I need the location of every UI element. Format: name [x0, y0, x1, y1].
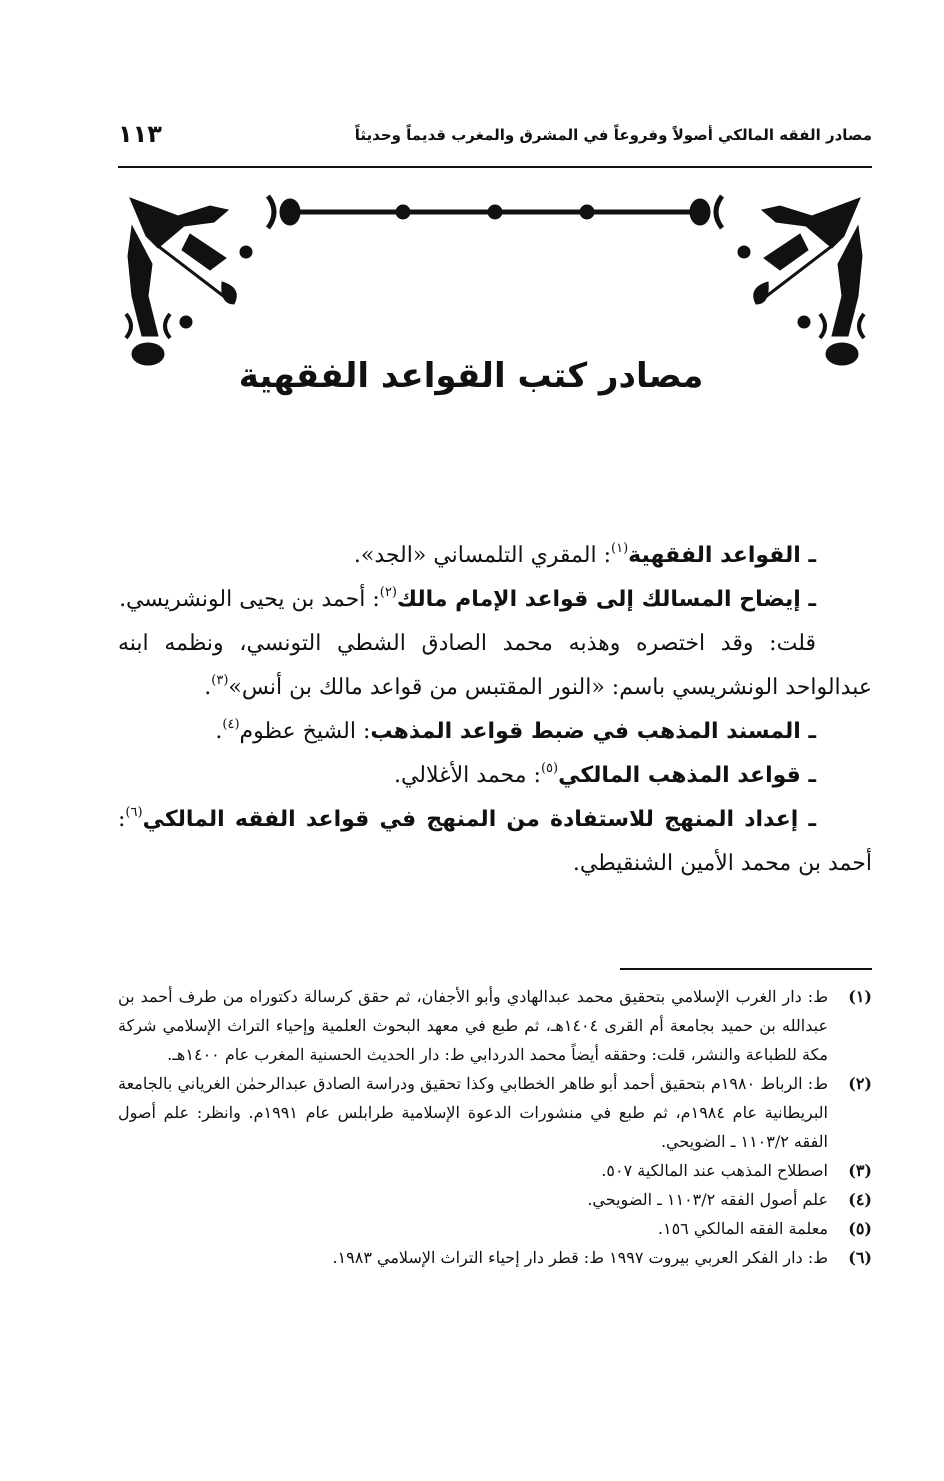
commentary-text: قلت: وقد اختصره وهذبه محمد الصادق الشطي التونسي، ونظمه ابنه عبدالواحد الونشريسي باسم: «النور المقتبس من قواعد مالك بن أنس» [118, 631, 872, 700]
footnote-text: ط: دار الفكر العربي بيروت ١٩٩٧ ط: قطر دار إحياء التراث الإسلامي ١٩٨٣. [332, 1248, 828, 1267]
footnote-separator [620, 968, 872, 970]
book-title: ـ المسند المذهب في ضبط قواعد المذهب [370, 719, 816, 744]
footnote-number: (١) [848, 987, 872, 1006]
source-entry [118, 754, 872, 798]
footnote-ref[interactable]: (١) [611, 540, 629, 556]
book-title: ـ القواعد الفقهية [628, 543, 816, 568]
footnote [118, 1185, 872, 1214]
decorative-frame-ornament [118, 186, 872, 372]
footnote-text: معلمة الفقه المالكي ١٥٦. [657, 1219, 828, 1238]
footnote-ref[interactable]: (٢) [379, 584, 397, 600]
footnote [118, 1069, 872, 1156]
footnote-number: (٦) [848, 1248, 872, 1267]
book-title: ـ إيضاح المسالك إلى قواعد الإمام مالك [396, 587, 816, 612]
author-text: : الشيخ عظوم [239, 719, 371, 744]
source-entry [118, 534, 872, 578]
footnote-text: ط: دار الغرب الإسلامي بتحقيق محمد عبدالهادي وأبو الأجفان، ثم حقق كرسالة دكتوراه من طرف أحمد بن عبدالله بن حميد بجامعة أم القرى ١٤٠٤هـ، ثم طبع في معهد البحوث العلمية وإحياء التراث الإسلامي شركة مكة للطباعة والنشر، قلت: وحققه أيضاً محمد الدردابي ط: دار الحديث الحسنية المغرب عام ١٤٠٠هـ. [118, 987, 828, 1064]
book-title: ـ قواعد المذهب المالكي [558, 763, 816, 788]
footnote [118, 1243, 872, 1272]
footnote [118, 1156, 872, 1185]
footnote-number: (٥) [848, 1219, 872, 1238]
running-header [118, 118, 872, 162]
footnote [118, 1214, 872, 1243]
footnote-ref[interactable]: (٥) [540, 760, 559, 776]
footnote [118, 982, 872, 1069]
main-text [118, 534, 872, 886]
source-entry [118, 710, 872, 754]
source-entry [118, 798, 872, 886]
footnote-number: (٤) [848, 1190, 872, 1209]
footnote-ref[interactable]: (٦) [125, 804, 143, 820]
footnote-number: (٣) [848, 1161, 872, 1180]
footnote-text: ط: الرباط ١٩٨٠م بتحقيق أحمد أبو طاهر الخطابي وكذا تحقيق ودراسة الصادق عبدالرحمٰن الغرياني بالجامعة البريطانية عام ١٩٨٤م، ثم طبع في منشورات الدعوة الإسلامية طرابلس عام ١٩٩١م. وانظر: علم أصول الفقه ١١٠٣/٢ ـ الضويحي. [118, 1074, 829, 1151]
author-text: : المقري التلمساني «الجد». [353, 543, 611, 568]
footnote-ref[interactable]: (٤) [222, 716, 240, 732]
author-text: : محمد الأغلالي. [393, 763, 541, 788]
chapter-title: مصادر كتب القواعد الفقهية [238, 356, 704, 396]
header-rule [118, 166, 872, 168]
end-mark: . [215, 719, 223, 744]
footnote-text: علم أصول الفقه ١١٠٣/٢ ـ الضويحي. [587, 1190, 828, 1209]
running-title: مصادر الفقه المالكي أصولاً وفروعاً في المشرق والمغرب قديماً وحديثاً [354, 126, 872, 144]
book-title: ـ إعداد المنهج للاستفادة من المنهج في قواعد الفقه المالكي [142, 807, 816, 832]
end-mark: . [204, 675, 212, 700]
author-text: : أحمد بن محمد الأمين الشنقيطي. [118, 807, 872, 876]
source-entry [118, 578, 872, 622]
commentary-paragraph [118, 622, 872, 710]
footnote-ref[interactable]: (٣) [211, 672, 229, 688]
footnotes [118, 982, 872, 1272]
footnote-number: (٢) [848, 1074, 872, 1093]
author-text: : أحمد بن يحيى الونشريسي. [119, 587, 380, 612]
page-number: ١١٣ [118, 120, 162, 148]
footnote-text: اصطلاح المذهب عند المالكية ٥٠٧. [601, 1161, 828, 1180]
